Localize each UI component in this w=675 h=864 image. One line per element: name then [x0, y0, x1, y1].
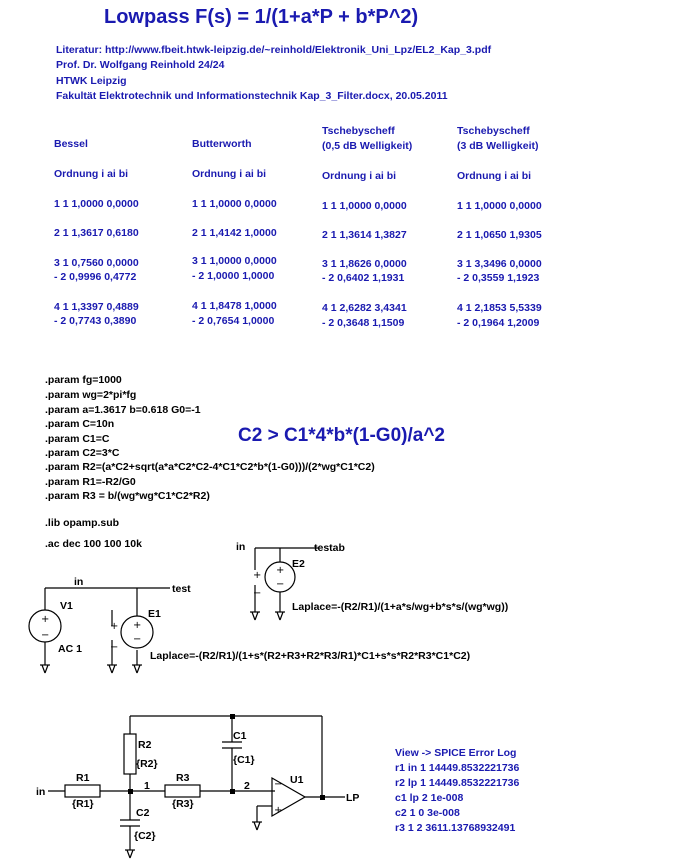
error-log-line: c2 1 0 3e-008	[395, 807, 460, 819]
table-subheader: Ordnung i ai bi	[54, 168, 129, 180]
v1-name: V1	[60, 600, 73, 612]
table-row: 4 1 2,6282 3,4341	[322, 302, 407, 314]
table-row: 3 1 3,3496 0,0000	[457, 258, 542, 270]
svg-text:−: −	[253, 588, 262, 599]
spice-param: .param C=10n	[45, 418, 115, 430]
table-row: - 2 0,3559 1,1923	[457, 272, 540, 284]
table-row: 2 1 1,4142 1,0000	[192, 227, 277, 239]
table-row: - 2 0,1964 1,2009	[457, 317, 540, 329]
spice-ac: .ac dec 100 100 10k	[45, 538, 142, 550]
u1-name: U1	[290, 774, 304, 786]
r2-value: {R2}	[136, 758, 158, 770]
e2-name: E2	[292, 558, 305, 570]
table-row: 1 1 1,0000 0,0000	[457, 200, 542, 212]
r3-name: R3	[176, 772, 190, 784]
condition-formula: C2 > C1*4*b*(1-G0)/a^2	[238, 425, 445, 446]
e1-name: E1	[148, 608, 161, 620]
table-subheader: Ordnung i ai bi	[457, 170, 532, 182]
table-header-tscheby-3: Tschebyscheff	[457, 125, 530, 137]
error-log-title: View -> SPICE Error Log	[395, 747, 517, 759]
table-header-bessel: Bessel	[54, 138, 88, 150]
reference-line: Literatur: http://www.fbeit.htwk-leipzig.de/~reinhold/Elektronik_Uni_Lpz/EL2_Kap_3.pdf	[56, 44, 492, 56]
svg-text:+: +	[276, 565, 285, 576]
spice-param: .param R3 = b/(wg*wg*C1*C2*R2)	[45, 490, 210, 502]
svg-text:+: +	[41, 614, 50, 625]
svg-text:−: −	[110, 642, 119, 653]
filter-output-label: LP	[346, 792, 360, 804]
spice-param: .param C1=C	[45, 433, 110, 445]
table-row: - 2 0,9996 0,4772	[54, 271, 137, 283]
spice-param: .param wg=2*pi*fg	[45, 389, 137, 401]
e2-output-label: testab	[314, 542, 345, 554]
svg-text:+: +	[253, 570, 262, 581]
table-row: 1 1 1,0000 0,0000	[322, 200, 407, 212]
v1-node-label: in	[74, 576, 84, 588]
table-row: - 2 0,7743 0,3890	[54, 315, 137, 327]
r1-value: {R1}	[72, 798, 94, 810]
table-row: 2 1 1,3617 0,6180	[54, 227, 139, 239]
node-2-label: 2	[244, 780, 250, 792]
error-log-line: r3 1 2 3611.13768932491	[395, 822, 516, 834]
page-title: Lowpass F(s) = 1/(1+a*P + b*P^2)	[104, 6, 419, 28]
table-row: 4 1 1,3397 0,4889	[54, 301, 139, 313]
svg-text:+: +	[133, 620, 142, 631]
reference-line: Fakultät Elektrotechnik und Informationstechnik Kap_3_Filter.docx, 20.05.2011	[56, 90, 448, 102]
table-row: - 2 0,7654 1,0000	[192, 315, 275, 327]
table-row: 3 1 1,0000 0,0000	[192, 255, 277, 267]
c2-value: {C2}	[134, 830, 156, 842]
spice-param: .param R2=(a*C2+sqrt(a*a*C2*C2-4*C1*C2*b*(1-G0)))/(2*wg*C1*C2)	[45, 461, 375, 473]
c2-name: C2	[136, 807, 150, 819]
table-subheader: Ordnung i ai bi	[192, 168, 267, 180]
table-subheader: Ordnung i ai bi	[322, 170, 397, 182]
svg-text:−: −	[41, 630, 50, 641]
reference-line: HTWK Leipzig	[56, 75, 127, 87]
table-row: 1 1 1,0000 0,0000	[54, 198, 139, 210]
table-row: 1 1 1,0000 0,0000	[192, 198, 277, 210]
e2-laplace: Laplace=-(R2/R1)/(1+a*s/wg+b*s*s/(wg*wg))	[292, 601, 509, 613]
node-1-label: 1	[144, 780, 150, 792]
filter-input-label: in	[36, 786, 46, 798]
table-row: 4 1 1,8478 1,0000	[192, 300, 277, 312]
e1-output-label: test	[172, 583, 191, 595]
table-row: 2 1 1,0650 1,9305	[457, 229, 542, 241]
table-row: 2 1 1,3614 1,3827	[322, 229, 407, 241]
svg-text:+: +	[274, 805, 283, 816]
table-row: - 2 0,6402 1,1931	[322, 272, 405, 284]
spice-param: .param C2=3*C	[45, 447, 120, 459]
spice-param: .param a=1.3617 b=0.618 G0=-1	[45, 404, 201, 416]
table-row: - 2 0,3648 1,1509	[322, 317, 405, 329]
table-row: 4 1 2,1853 5,5339	[457, 302, 542, 314]
r3-value: {R3}	[172, 798, 194, 810]
error-log-line: r1 in 1 14449.8532221736	[395, 762, 520, 774]
table-row: 3 1 0,7560 0,0000	[54, 257, 139, 269]
table-header-tscheby-3-sub: (3 dB Welligkeit)	[457, 140, 539, 152]
e1-laplace: Laplace=-(R2/R1)/(1+s*(R2+R3+R2*R3/R1)*C1+s*s*R2*R3*C1*C2)	[150, 650, 471, 662]
svg-text:−: −	[133, 634, 142, 645]
svg-text:−: −	[274, 779, 283, 790]
svg-text:+: +	[110, 621, 119, 632]
r2-name: R2	[138, 739, 152, 751]
c1-name: C1	[233, 730, 247, 742]
spice-param: .param R1=-R2/G0	[45, 476, 136, 488]
table-header-tscheby-05-sub: (0,5 dB Welligkeit)	[322, 140, 413, 152]
spice-lib: .lib opamp.sub	[45, 517, 120, 529]
r1-name: R1	[76, 772, 90, 784]
table-row: - 2 1,0000 1,0000	[192, 270, 275, 282]
e2-input-label: in	[236, 541, 246, 553]
table-row: 3 1 1,8626 0,0000	[322, 258, 407, 270]
error-log-line: r2 lp 1 14449.8532221736	[395, 777, 520, 789]
svg-text:−: −	[276, 579, 285, 590]
error-log-line: c1 lp 2 1e-008	[395, 792, 464, 804]
reference-line: Prof. Dr. Wolfgang Reinhold 24/24	[56, 59, 225, 71]
c1-value: {C1}	[233, 754, 255, 766]
spice-param: .param fg=1000	[45, 374, 122, 386]
table-header-tscheby-05: Tschebyscheff	[322, 125, 395, 137]
table-header-butterworth: Butterworth	[192, 138, 252, 150]
v1-value: AC 1	[58, 643, 82, 655]
